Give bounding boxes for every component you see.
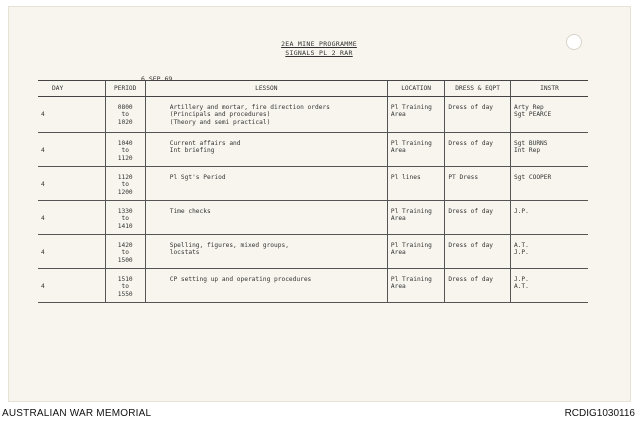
cell-lesson: [145, 269, 387, 303]
cell-dress-line: Dress of day: [448, 276, 494, 283]
cell-dress: [445, 97, 511, 133]
cell-lesson-line: Artillery and mortar, fire direction orders: [169, 104, 330, 111]
cell-period: [105, 201, 145, 235]
cell-instr: [510, 269, 588, 303]
cell-instr: [510, 167, 588, 201]
header-location: LOCATION: [387, 81, 444, 97]
cell-period-line: to: [121, 249, 129, 257]
cell-day-value: 4: [41, 181, 45, 188]
table-row: [38, 97, 588, 133]
cell-instr-line: J.P.: [513, 249, 529, 257]
table-row: [38, 133, 588, 167]
cell-lesson-line: Time checks: [169, 208, 211, 215]
cell-instr-line: J.P.: [513, 208, 529, 215]
cell-location-line: Area: [390, 215, 406, 223]
cell-lesson-line: Current affairs and: [169, 140, 241, 147]
cell-instr-line: A.T.: [513, 283, 529, 291]
cell-location: [387, 201, 444, 235]
cell-instr: [510, 97, 588, 133]
cell-period-line: 1410: [117, 222, 133, 230]
cell-location: [387, 167, 444, 201]
cell-period-line: 1200: [117, 188, 133, 196]
cell-period: [105, 167, 145, 201]
cell-lesson-line: CP setting up and operating procedures: [169, 276, 312, 283]
header-day: DAY: [38, 81, 105, 97]
cell-location-line: Area: [390, 147, 406, 155]
header-dress: DRESS & EQPT: [445, 81, 511, 97]
cell-period-line: to: [121, 283, 129, 291]
cell-day: [38, 235, 105, 269]
cell-instr-line: Arty Rep: [513, 104, 544, 111]
cell-dress-line: Dress of day: [448, 140, 494, 147]
cell-instr: [510, 133, 588, 167]
cell-day-value: 4: [41, 283, 45, 290]
cell-instr: [510, 201, 588, 235]
cell-period-line: 1500: [117, 256, 133, 264]
header-lesson: LESSON: [145, 81, 387, 97]
document-subtitle: SIGNALS PL 2 RAR: [285, 49, 353, 57]
cell-period-line: 1020: [117, 118, 133, 126]
cell-day-value: 4: [41, 215, 45, 222]
cell-lesson-line: Pl Sgt's Period: [169, 174, 226, 181]
cell-day: [38, 167, 105, 201]
cell-lesson: [145, 235, 387, 269]
cell-lesson-line: Int briefing: [169, 147, 215, 155]
cell-lesson: [145, 133, 387, 167]
cell-instr-line: Int Rep: [513, 147, 541, 155]
cell-location-line: Area: [390, 249, 406, 257]
cell-lesson: [145, 167, 387, 201]
cell-period-line: to: [121, 111, 129, 119]
cell-period-line: 1330: [117, 208, 133, 215]
training-programme-table: [38, 80, 588, 303]
cell-day: [38, 97, 105, 133]
table-row: [38, 269, 588, 303]
cell-location: [387, 235, 444, 269]
cell-period-line: to: [121, 181, 129, 189]
cell-lesson: [145, 97, 387, 133]
cell-day: [38, 133, 105, 167]
table-header-row: [38, 81, 588, 97]
cell-dress: [445, 269, 511, 303]
cell-day: [38, 269, 105, 303]
cell-instr-line: Sgt BURNS: [513, 140, 548, 147]
cell-period-line: 1420: [117, 242, 133, 249]
cell-period-line: 0800: [117, 104, 133, 111]
cell-location-line: Pl Training: [390, 208, 432, 215]
cell-location-line: Area: [390, 283, 406, 291]
cell-location: [387, 269, 444, 303]
cell-day-value: 4: [41, 111, 45, 118]
cell-location-line: Pl Training: [390, 104, 432, 111]
cell-dress-line: Dress of day: [448, 104, 494, 111]
cell-period-line: 1120: [117, 154, 133, 162]
cell-day: [38, 201, 105, 235]
cell-location-line: Pl Training: [390, 140, 432, 147]
cell-instr-line: A.T.: [513, 242, 529, 249]
header-instr: INSTR: [510, 81, 588, 97]
header-period: PERIOD: [105, 81, 145, 97]
cell-day-value: 4: [41, 249, 45, 256]
cell-period-line: 1550: [117, 290, 133, 298]
cell-location: [387, 133, 444, 167]
cell-period-line: 1510: [117, 276, 133, 283]
cell-instr-line: J.P.: [513, 276, 529, 283]
table-body: [38, 97, 588, 303]
cell-period: [105, 235, 145, 269]
cell-location-line: Pl lines: [390, 174, 421, 181]
cell-period-line: to: [121, 215, 129, 223]
cell-dress: [445, 133, 511, 167]
cell-lesson-line: locstats: [169, 249, 200, 257]
cell-location-line: Area: [390, 111, 406, 119]
cell-instr-line: Sgt PEARCE: [513, 111, 552, 119]
cell-lesson-line: (Theory and semi practical): [169, 118, 271, 126]
cell-day-value: 4: [41, 147, 45, 154]
document-title: 2EA MINE PROGRAMME: [281, 40, 357, 48]
footer-source: AUSTRALIAN WAR MEMORIAL: [2, 408, 152, 419]
cell-location-line: Pl Training: [390, 276, 432, 283]
punch-hole: [566, 34, 582, 50]
cell-dress-line: Dress of day: [448, 208, 494, 215]
cell-dress-line: Dress of day: [448, 242, 494, 249]
cell-dress: [445, 235, 511, 269]
cell-lesson-line: (Principals and procedures): [169, 111, 271, 119]
cell-period-line: 1040: [117, 140, 133, 147]
cell-period: [105, 97, 145, 133]
cell-dress-line: PT Dress: [448, 174, 479, 181]
cell-dress: [445, 201, 511, 235]
cell-lesson: [145, 201, 387, 235]
cell-location: [387, 97, 444, 133]
cell-period-line: 1120: [117, 174, 133, 181]
cell-instr-line: Sgt COOPER: [513, 174, 552, 181]
cell-instr: [510, 235, 588, 269]
cell-lesson-line: Spelling, figures, mixed groups,: [169, 242, 289, 249]
cell-period-line: to: [121, 147, 129, 155]
cell-period: [105, 133, 145, 167]
cell-period: [105, 269, 145, 303]
cell-location-line: Pl Training: [390, 242, 432, 249]
document-date: 6 SEP 69: [141, 75, 173, 83]
cell-dress: [445, 167, 511, 201]
table-row: [38, 235, 588, 269]
footer-id: RCDIG1030116: [564, 408, 635, 419]
table-row: [38, 167, 588, 201]
table-row: [38, 201, 588, 235]
